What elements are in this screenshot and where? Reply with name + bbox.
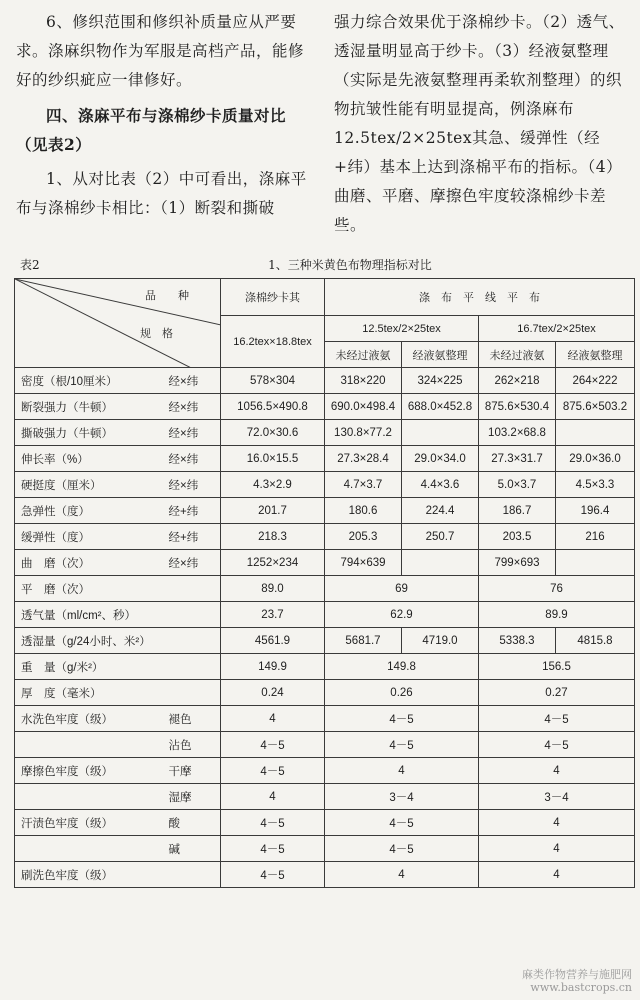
table-row: 断裂强力（牛顿） 经×纬 1056.5×490.8 690.0×498.4 688.0×452.8 875.6×530.4 875.6×503.2 [15,394,635,420]
table-row: 伸长率（%） 经×纬 16.0×15.5 27.3×28.4 29.0×34.0 27.3×31.7 29.0×36.0 [15,446,635,472]
diagonal-lines [15,279,221,368]
table-row: 透湿量（g/24小时、米²） 4561.9 5681.7 4719.0 5338.3 4815.8 [15,628,635,654]
table-row: 撕破强力（牛顿） 经×纬 72.0×30.6 130.8×77.2 103.2×68.8 [15,420,635,446]
table-row: 急弹性（度） 经+纬 201.7 180.6 224.4 186.7 196.4 [15,498,635,524]
table-row: 透气量（ml/cm²、秒） 23.7 62.9 89.9 [15,602,635,628]
header-variety: 品 种 [145,290,189,302]
right-text-column [334,8,634,240]
header-test-item [23,367,67,368]
header-treated-a: 经液氨整理 [402,342,479,368]
section-heading: 四、涤麻平布与涤棉纱卡质量对比 [46,106,287,125]
table-row: 厚 度（毫米） 0.24 0.26 0.27 [15,680,635,706]
header-spec: 规 格 [140,328,173,340]
header-treated-b: 经液氨整理 [556,342,635,368]
paragraph-comparison-start: 1、从对比表（2）中可看出，涤麻平布与涤棉纱卡相比：（1）断裂和撕破 [16,170,307,217]
table-row: 硬挺度（厘米） 经×纬 4.3×2.9 4.7×3.7 4.4×3.6 5.0×3.7 4.5×3.3 [15,472,635,498]
table-row: 水洗色牢度（级） 褪色 4 4－5 4－5 [15,706,635,732]
watermark-line-2: www.bastcrops.cn [530,981,632,994]
table-row: 湿摩 4 3－4 3－4 [15,784,635,810]
table-label: 表2 [20,258,40,272]
table-row: 刷洗色牢度（级） 4－5 4 4 [15,862,635,888]
left-text-column [16,8,316,223]
header-untreated-b: 未经过液氨 [479,342,556,368]
header-spec-b: 16.7tex/2×25tex [479,316,635,342]
section-heading-ref: （见表2） [16,135,92,154]
table-row: 平 磨（次） 89.0 69 76 [15,576,635,602]
header-linen-group: 涤 布 平 线 平 布 [325,279,635,316]
header-spec-a: 12.5tex/2×25tex [325,316,479,342]
watermark-line-1: 麻类作物营养与施肥网 [522,968,632,981]
watermark [522,968,632,994]
table-title: 1、三种米黄色布物理指标对比 [268,258,432,272]
header-diagonal-cell [15,279,221,368]
table-row: 沾色 4－5 4－5 4－5 [15,732,635,758]
header-tc-twill: 涤棉纱卡其 [221,279,325,316]
table-row: 摩擦色牢度（级） 干摩 4－5 4 4 [15,758,635,784]
paragraph-repair-scope: 6、修织范围和修织补质量应从严要求。涤麻织物作为军服是高档产品，能修好的纱织疵应一律修好。 [16,13,305,89]
table-row: 碱 4－5 4－5 4 [15,836,635,862]
table-row: 缓弹性（度） 经+纬 218.3 205.3 250.7 203.5 216 [15,524,635,550]
header-tc-spec: 16.2tex×18.8tex [221,316,325,368]
paragraph-comparison-continued: 强力综合效果优于涤棉纱卡。（2）透气、透湿量明显高于纱卡。（3）经液氨整理（实际是先液氨整理再柔软剂整理）的织物抗皱性能有明显提高，例涤麻布12.5tex/2×25tex其急、缓弹性（经+纬）基本上达到涤棉平布的指标。（4）曲磨、平磨、摩擦色牢度较涤棉纱卡差些。 [334,13,625,234]
table-row: 重 量（g/米²） 149.9 149.8 156.5 [15,654,635,680]
header-untreated-a: 未经过液氨 [325,342,402,368]
physical-index-table [14,278,635,888]
table-row: 曲 磨（次） 经×纬 1252×234 794×639 799×693 [15,550,635,576]
table-row: 汗渍色牢度（级） 酸 4－5 4－5 4 [15,810,635,836]
table-row: 密度（根/10厘米） 经×纬 578×304 318×220 324×225 262×218 264×222 [15,368,635,394]
